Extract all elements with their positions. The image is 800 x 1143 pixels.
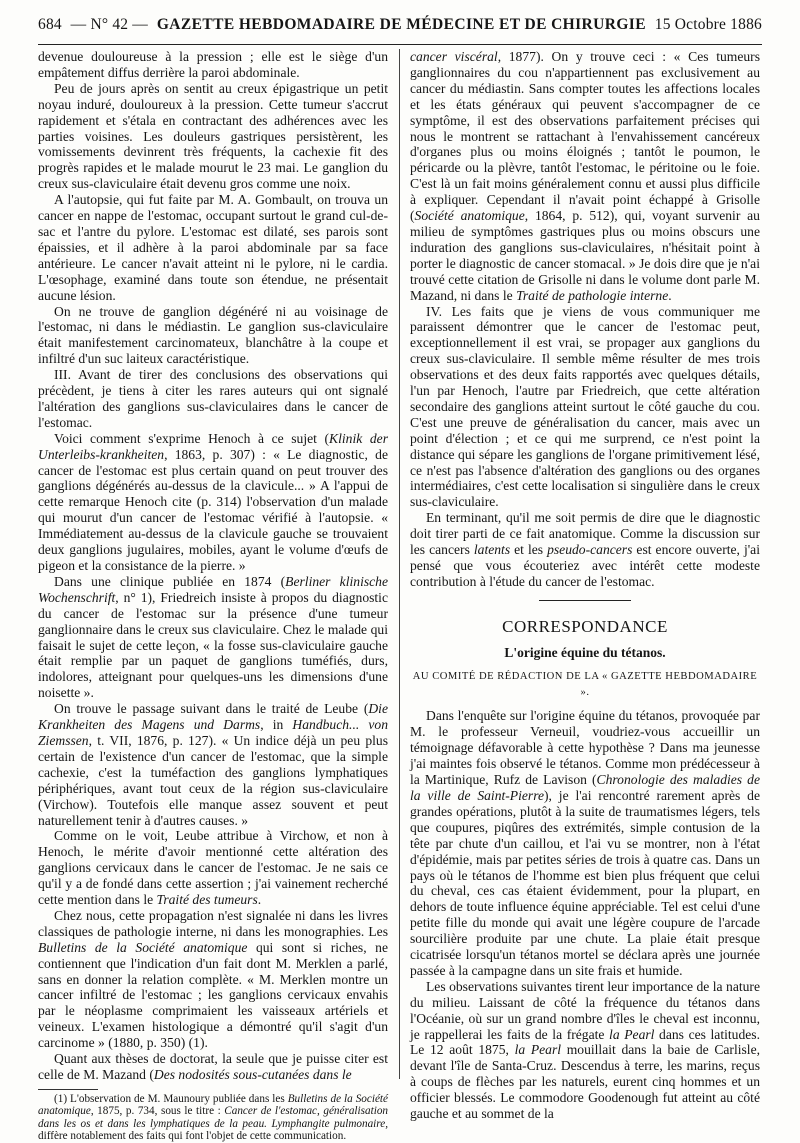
paragraph: Dans l'enquête sur l'origine équine du tétanos, provoquée par M. le professeur Verneuil, voudriez-vous accueillir un témoignage défavorable à cette hypothèse ? Dans ma jeunesse j'ai maintes fois observé le tétanos. Comme mon prédécesseur à la Martinique, Rufz de Lavison (Chronologie des maladies de la ville de Saint-Pierre), je l'ai rencontré rarement après de grandes opérations, plutôt à la suite de traumatismes légers, tels que coupures, piqûres des extrémités, simple contusion de la tête par chute d'un caillou, et l'ai vu se montrer, non à l'état d'épidémie, mais par petites séries de trois à quatre cas. Dans un pays où le tétanos de l'homme est bien plus fréquent que celui du cheval, ces cas étaient évidemment, pour la plupart, en dehors de toute influence équine appréciable. Tel est celui d'une petite fille du monde qui avait une légère coupure de l'arcade sourcilière produite par une chute. La plaie était presque cicatrisée lorsqu'un tétanos mortel se déclara après une journée passée à la campagne dans un site frais et humide. (410, 708, 760, 978)
paragraph: On trouve le passage suivant dans le traité de Leube (Die Krankheiten des Magens und Darms, in Handbuch... von Ziemssen, t. VII, 1876, p. 127). « Un indice déjà un peu plus certain de l'existence d'un cancer de l'estomac, que la simple cachexie, c'est la tuméfaction des ganglions lymphatiques périphériques, avant tout ceux de la région sus-claviculaire (Virchow). Toutefois elle manque assez souvent et peut naturellement tenir à d'autres causes. » (38, 701, 388, 828)
article-title: L'origine équine du tétanos. (504, 644, 666, 660)
footnote: (1) L'observation de M. Maunoury publiée dans les Bulletins de la Société anatomique, 1875, p. 734, sous le titre : Cancer de l'estomac, généralisation dans les os et dans les lymphatiques de la peau. Lymphangite pulmonaire, diffère notablement des faits qui font l'objet de cette communication. (38, 1092, 388, 1143)
footnote-rule (38, 1089, 98, 1090)
cited-work: Chronologie des maladies de la ville de Saint-Pierre (410, 772, 760, 803)
paragraph: On ne trouve de ganglion dégénéré ni au voisinage de l'estomac, ni dans le médiastin. Le ganglion sus-claviculaire était manifestement carcinomateux, blanchâtre à la coupe et infiltré d'un suc laiteux caractéristique. (38, 303, 388, 367)
paragraph: Chez nous, cette propagation n'est signalée ni dans les livres classiques de pathologie interne, ni dans les monographies. Les Bulletins de la Société anatomique qui sont si riches, ne contiennent que l'indication d'un fait dont M. Merklen a parlé, sans en donner la relation complète. « M. Merklen montre un cancer infiltré de l'estomac ; les ganglions cervicaux envahis par le néoplasme comprimaient les vaisseaux artériels et veineux. L'examen histologique a démontré qu'il s'agit d'un carcinome » (1880, p. 350) (1). (38, 907, 388, 1051)
section-title: CORRESPONDANCE (502, 616, 668, 636)
ship-name: la Pearl (609, 1026, 655, 1042)
issue-number: — N° 42 — (70, 16, 148, 33)
paragraph: cancer viscéral, 1877). On y trouve ceci : « Ces tumeurs ganglionnaires du cou n'appartiennent pas exclusivement au cancer du médiastin. Sans compter toutes les affections locales et les états généraux qui peuvent s'accompagner de ce symptôme, il est des observations parfaitement précises qui nous le montrent se rattachant à l'envahissement cancéreux d'organes plus ou moins éloignés ; tantôt le poumon, le péricarde ou la plèvre, tantôt l'estomac, le péritoine ou le foie. C'est là un fait moins généralement connu et aussi plus difficile à expliquer. Cependant il n'avait point échappé à Grisolle (Société anatomique, 1864, p. 512), qui, voyant survenir au milieu de symptômes gastriques plus ou moins obscurs une induration des ganglions sus-claviculaires, n'hésitait point à porter le diagnostic de cancer stomacal. » Je dois dire que je n'ai trouvé cette citation de Grisolle ni dans le volume dont parle M. Mazand, ni dans le Traité de pathologie interne. (410, 49, 760, 303)
left-column (38, 49, 388, 1143)
paragraph: IV. Les faits que je viens de vous communiquer me paraissent démontrer que le cancer de l'estomac peut, exceptionnellement il est vrai, se propager aux ganglions du creux sus-claviculaire. Il semble même résulter de mes trois observations et des deux faits rapportés avec quelques détails, l'un par Henoch, l'autre par Friedreich, que cette altération secondaire des ganglions atteint surtout le côté gauche du cou. C'est une preuve de généralisation du cancer, mais avec un point d'élection ; et ce qui me surprend, ce n'est point la distance qui sépare les ganglions de l'organe primitivement lésé, ce n'est pas l'absence d'altération des ganglions ou des organes intermédiaires, c'est cette localisation si singulière dans le creux sus-claviculaire. (410, 303, 760, 510)
paragraph: Dans une clinique publiée en 1874 (Berliner klinische Wochenschrift, n° 1), Friedreich insiste à propos du diagnostic du cancer de l'estomac sur la présence d'une tumeur ganglionnaire dans le creux sus claviculaire. Chez le malade qui faisait le sujet de cette leçon, « la fosse sus-claviculaire gauche était remplie par un paquet de ganglions tuméfiés, durs, indolores, atteignant pour quelques-uns les dimensions d'une noisette ». (38, 573, 388, 701)
cited-work: Die Krankheiten des Magens und Darms (38, 701, 388, 733)
cited-work: Bulletins de la Société anatomique (38, 939, 248, 955)
paragraph: III. Avant de tirer des conclusions des observations qui précèdent, je tiens à citer les rares auteurs qui ont signalé l'altération des ganglions sus-claviculaires dans le cancer de l'estomac. (38, 367, 388, 430)
paragraph: Peu de jours après on sentit au creux épigastrique un petit noyau induré, douloureux à la pression. Cette tumeur s'accrut rapidement et s'étala en contractant des adhérences avec les parties voisines. Les douleurs gastriques persistèrent, les vomissements devinrent très fréquents, la cachexie fit des progrès rapides et le malade mourut le 23 mai. Le ganglion du creux sus-claviculaire était devenu gros comme une noix. (38, 80, 388, 192)
running-header (38, 16, 762, 38)
cited-work: Klinik der Unterleibs-krankheiten (38, 430, 388, 462)
cited-work: Traité de pathologie interne (516, 287, 669, 303)
cited-work: Berliner klinische Wochenschrift (38, 573, 388, 605)
page-number: 684 (38, 16, 62, 33)
right-column (410, 49, 760, 1122)
cited-work: Handbuch... von Ziemssen (38, 717, 388, 748)
journal-title: GAZETTE HEBDOMADAIRE DE MÉDECINE ET DE CHIRURGIE (156, 16, 646, 33)
addressee-line: AU COMITÉ DE RÉDACTION DE LA « GAZETTE HEBDOMADAIRE ». (412, 670, 758, 698)
paragraph: Voici comment s'exprime Henoch à ce sujet (Klinik der Unterleibs-krankheiten, 1863, p. 307) : « Le diagnostic, de cancer de l'estomac est plus certain quand on peut trouver des ganglions dégénérés au-dessus de la clavicule... » A l'appui de cette remarque Henoch cite (p. 314) l'observation d'un malade qui mourut d'un cancer de l'estomac vérifié à l'autopsie. « Immédiatement au-dessus de la clavicule gauche se trouvaient deux ganglions jugulaires, mobiles, ayant le volume d'œufs de pigeon et la consistance de la pierre. » (38, 430, 388, 573)
section-separator (539, 600, 631, 601)
header-rule (38, 44, 762, 45)
cited-work: Des nodosités sous-cutanées dans le (153, 1067, 352, 1082)
column-divider (399, 49, 400, 1079)
ship-name: la Pearl (514, 1042, 562, 1058)
issue-date: 15 Octobre 1886 (654, 16, 762, 33)
cited-work: Société anatomique (414, 208, 525, 224)
paragraph: Quant aux thèses de doctorat, la seule que je puisse citer est celle de M. Mazand (Des nodosités sous-cutanées dans le (38, 1051, 388, 1082)
cited-work: cancer viscéral (410, 49, 498, 64)
paragraph: Les observations suivantes tirent leur importance de la nature du milieu. Laissant de côté la fréquence du tétanos dans l'Océanie, où sur un grand nombre d'îles le cheval est inconnu, je rappellerai les faits de la frégate la Pearl dans ces latitudes. Le 12 août 1875, la Pearl mouillait dans la baie de Carlisle, devant l'île de Santa-Cruz. Descendus à terre, les marins, reçus à coups de flèches par les naturels, eurent cinq hommes et un officier blessés. Le commodore Goodenough fut atteint au côté gauche et au sommet de la (410, 978, 761, 1122)
paragraph: A l'autopsie, qui fut faite par M. A. Gombault, on trouva un cancer en nappe de l'estomac, occupant surtout le grand cul-de-sac et l'antre du pylore. L'estomac est dilaté, ses parois sont épaissies, et il adhère à la paroi abdominale par sa face antérieure. Le cancer n'avait atteint ni le pylore, ni le cardia. L'œsophage, examiné dans toute son étendue, ne présentait aucune lésion. (38, 192, 388, 303)
paragraph: Comme on le voit, Leube attribue à Virchow, et non à Henoch, le mérite d'avoir mentionné cette altération des ganglions cervicaux dans le cancer de l'estomac. Je ne sais ce qu'il y a de fondé dans cette assertion ; j'ai vainement recherché cette mention dans le Traité des tumeurs. (38, 828, 388, 908)
cited-work: Traité des tumeurs (156, 892, 258, 908)
paragraph: devenue douloureuse à la pression ; elle est le siège d'un empâtement diffus derrière la paroi abdominale. (38, 49, 388, 80)
paragraph: En terminant, qu'il me soit permis de dire que le diagnostic doit tirer parti de ce fait anatomique. Comme la discussion sur les cancers latents et les pseudo-cancers est encore ouverte, j'ai pensé que vous écouteriez avec intérêt cette modeste contribution à l'étude du cancer de l'estomac. (410, 510, 760, 589)
